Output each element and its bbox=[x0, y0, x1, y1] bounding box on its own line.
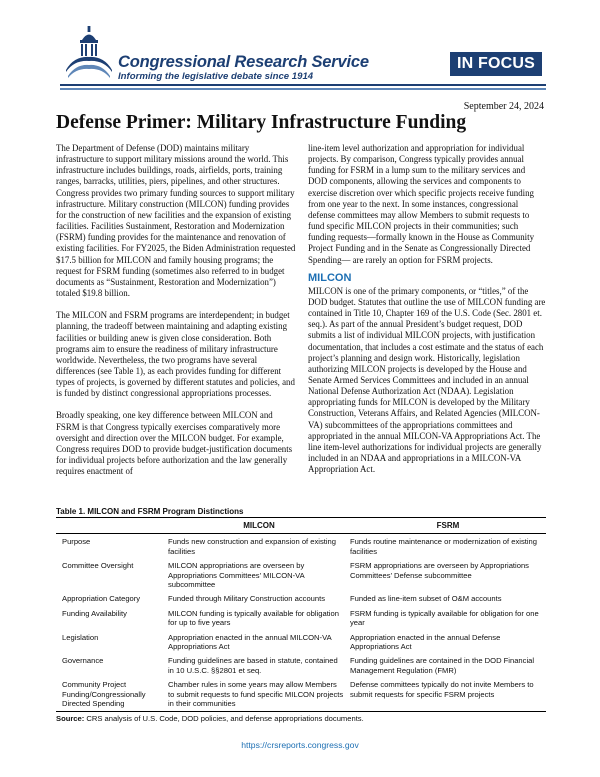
section-heading: MILCON bbox=[308, 271, 352, 284]
org-name: Congressional Research Service bbox=[118, 53, 369, 71]
milcon-cell: MILCON funding is typically available for obligation for up to five years bbox=[168, 608, 339, 628]
in-focus-badge: IN FOCUS bbox=[450, 52, 542, 76]
column-header-milcon: MILCON bbox=[168, 518, 350, 534]
row-label: Appropriation Category bbox=[62, 594, 141, 604]
milcon-cell: Appropriation enacted in the annual MILCON-VA Appropriations Act bbox=[168, 632, 332, 652]
paragraph: Broadly speaking, one key difference between MILCON and FSRM is that Congress typically exercises comparatively more oversight and direction over the MILCON budget. For example, Congress requires DOD to provide budget-justification documents for individual projects before authorization and the law generally requires enactment of bbox=[56, 410, 293, 477]
capitol-dome-icon bbox=[66, 26, 112, 78]
fsrm-cell: Funded as line-item subset of O&M accounts bbox=[350, 594, 502, 604]
table-row bbox=[56, 630, 546, 654]
fsrm-cell: Appropriation enacted in the annual Defense Appropriations Act bbox=[350, 632, 501, 652]
paragraph: line-item level authorization and appropriation for individual projects. By comparison, Congress typically provides annual funding for FSRM in a lump sum to the military services and DOD components, allowing the services and components to exercise discretion over which specific projects receive funding from one year to the next. In some instances, congressional defense committees may allow Members to submit requests to fund specific MILCON projects in their communities; such funding requests—formally known in the House as Community Project Funding and in the Senate as Congressionally Directed Spending— are rarely an option for FSRM projects. bbox=[308, 143, 535, 265]
right-column bbox=[308, 143, 546, 486]
row-label: Purpose bbox=[62, 537, 91, 547]
header-rule-accent bbox=[60, 88, 546, 90]
row-label: Community Project Funding/Congressionally Directed Spending bbox=[56, 677, 168, 711]
table-source bbox=[56, 714, 364, 723]
table-row bbox=[56, 534, 546, 558]
row-label: Committee Oversight bbox=[62, 561, 134, 571]
paragraph: The Department of Defense (DOD) maintains military infrastructure to support military missions around the world. This infrastructure includes buildings, roads, airfields, ports, training ranges, barracks, utilities, piers, pipelines, and other structures. Congress provides two primary funding sources to support military infrastructure. Military construction (MILCON) funding provides for the construction of new facilities and the expansion of existing facilities. Facilities Sustainment, Restoration and Modernization (FSRM) funding provides for the maintenance and renovation of existing facilities. For FY2025, the Biden Administration requested $17.5 billion for MILCON and family housing programs; the request for FSRM funding (sometimes also referred to in budget documents as “Sustainment, Restoration and Modernization”) totaled $19.8 billion. bbox=[56, 143, 296, 299]
footer-url-link[interactable]: https://crsreports.congress.gov bbox=[241, 740, 359, 750]
table-row bbox=[56, 606, 546, 630]
fsrm-cell: Funding guidelines are contained in the DOD Financial Management Regulation (FMR) bbox=[350, 656, 535, 675]
source-text: CRS analysis of U.S. Code, DOD policies, and defense appropriations documents. bbox=[86, 714, 364, 723]
milcon-cell: Funding guidelines are based in statute, contained in 10 U.S.C. §§2801 et seq. bbox=[168, 656, 338, 675]
table-row bbox=[56, 677, 546, 711]
fsrm-cell: Defense committees typically do not invite Members to submit requests for specific FSRM projects bbox=[350, 677, 546, 711]
table-title: Table 1. MILCON and FSRM Program Distinctions bbox=[56, 507, 244, 516]
source-label: Source: bbox=[56, 714, 85, 723]
header-rule bbox=[60, 84, 546, 86]
left-column bbox=[56, 143, 296, 488]
milcon-cell: MILCON appropriations are overseen by Appropriations Committees’ MILCON-VA subcommittee bbox=[168, 561, 305, 590]
table-header-row bbox=[56, 518, 546, 534]
milcon-cell: Chamber rules in some years may allow Members to submit requests to fund specific MILCON projects in their communities bbox=[168, 677, 350, 711]
paragraph: MILCON is one of the primary components, or “titles,” of the DOD budget. Statutes that outline the use of MILCON funding are contained in Title 10, Chapter 169 of the U.S. Code (Sec. 2801 et. seq.). As part of the annual President’s budget request, DOD submits a list of individual MILCON projects, with justification documentation, that includes a cost estimate and the status of each project’s planning and design work. Historically, legislation authorizing MILCON projects is developed by the House and Senate Armed Services Committees and included in an annual National Defense Authorization Act (NDAA). Legislation appropriating funds for MILCON is developed by the Military Construction, Veterans Affairs, and Related Agencies (MILCON-VA) subcommittees of the appropriations committees and appropriated in the annual MILCON-VA Appropriations Act. The line item-level authorizations for individual projects are generally included in an NDAA and appropriations in a MILCON-VA Appropriation Act. bbox=[308, 285, 546, 475]
program-distinctions-table bbox=[56, 517, 546, 712]
publication-date: September 24, 2024 bbox=[463, 101, 544, 112]
fsrm-cell: Funds routine maintenance or modernization of existing facilities bbox=[350, 537, 537, 556]
row-label: Funding Availability bbox=[62, 608, 127, 618]
column-header bbox=[56, 518, 168, 534]
document-title: Defense Primer: Military Infrastructure Funding bbox=[56, 112, 467, 133]
fsrm-cell: FSRM funding is typically available for obligation for one year bbox=[350, 608, 539, 628]
milcon-cell: Funds new construction and expansion of existing facilities bbox=[168, 537, 337, 556]
fsrm-cell: FSRM appropriations are overseen by Appropriations Committees’ Defense subcommittee bbox=[350, 561, 529, 580]
org-tagline: Informing the legislative debate since 1914 bbox=[118, 71, 314, 82]
row-label: Governance bbox=[62, 656, 104, 666]
table-row bbox=[56, 591, 546, 605]
milcon-cell: Funded through Military Construction accounts bbox=[168, 594, 326, 604]
row-label: Legislation bbox=[62, 632, 99, 642]
paragraph: The MILCON and FSRM programs are interdependent; in budget planning, the tradeoff between maintaining and adapting existing facilities or building anew is given close consideration. Both programs aim to ensure the readiness of military infrastructure worldwide. Nevertheless, the two programs have several differences (see Table 1), as each provides funding for different types of projects, is governed by different statutes and policies, and is funded by distinct congressional appropriations processes. bbox=[56, 310, 295, 399]
column-header-fsrm: FSRM bbox=[350, 518, 546, 534]
table-row bbox=[56, 653, 546, 677]
table-row bbox=[56, 558, 546, 591]
